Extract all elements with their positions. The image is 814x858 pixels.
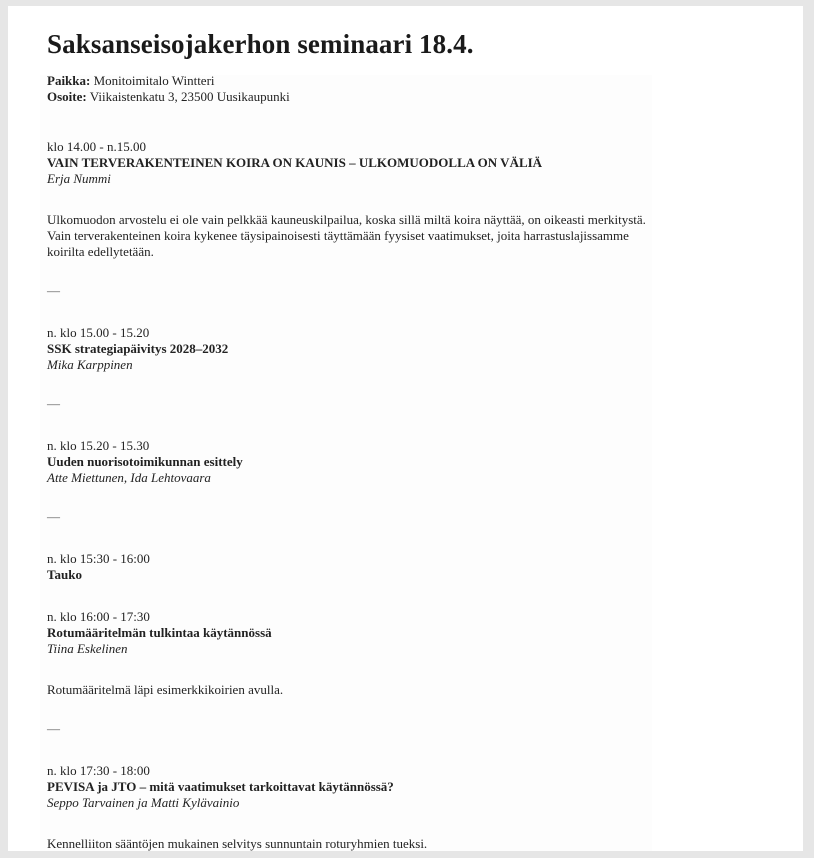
place-line xyxy=(47,73,647,89)
separator: — xyxy=(47,509,60,524)
session-speaker: Atte Miettunen, Ida Lehtovaara xyxy=(47,470,211,485)
session-item xyxy=(47,609,647,698)
session-time: n. klo 15.00 - 15.20 xyxy=(47,325,150,340)
session-item xyxy=(47,551,647,583)
place-label: Paikka: xyxy=(47,73,91,88)
document-page xyxy=(8,6,803,851)
session-speaker: Seppo Tarvainen ja Matti Kylävainio xyxy=(47,795,240,810)
session-description: Ulkomuodon arvostelu ei ole vain pelkkää kauneuskilpailua, koska sillä miltä koira näyttää, on oikeasti merkitystä. Vain terverakenteinen koira kykenee täysipainoisesti täyttämään fyysiset vaatimukset, joita harrastuslajissamme koirilta edellytetään. xyxy=(47,212,646,259)
address-label: Osoite: xyxy=(47,89,87,104)
session-item xyxy=(47,438,647,486)
session-time: n. klo 15:30 - 16:00 xyxy=(47,551,150,566)
session-speaker: Tiina Eskelinen xyxy=(47,641,128,656)
session-item xyxy=(47,763,647,851)
session-title: Rotumääritelmän tulkintaa käytännössä xyxy=(47,625,272,640)
session-speaker: Mika Karppinen xyxy=(47,357,133,372)
session-title: VAIN TERVERAKENTEINEN KOIRA ON KAUNIS – ULKOMUODOLLA ON VÄLIÄ xyxy=(47,155,543,170)
session-time: n. klo 15.20 - 15.30 xyxy=(47,438,150,453)
session-description: Rotumääritelmä läpi esimerkkikoirien avulla. xyxy=(47,682,284,697)
page-title: Saksanseisojakerhon seminaari 18.4. xyxy=(47,29,474,59)
session-time: klo 14.00 - n.15.00 xyxy=(47,139,146,154)
separator: — xyxy=(47,396,60,411)
address-value: Viikaistenkatu 3, 23500 Uusikaupunki xyxy=(89,89,290,104)
session-title: Tauko xyxy=(47,567,82,582)
session-title: Uuden nuorisotoimikunnan esittely xyxy=(47,454,243,469)
session-title: SSK strategiapäivitys 2028–2032 xyxy=(47,341,229,356)
address-line xyxy=(47,89,647,105)
session-item xyxy=(47,139,647,260)
session-description: Kennelliiton sääntöjen mukainen selvitys sunnuntain roturyhmien tueksi. xyxy=(47,836,428,851)
session-time: n. klo 17:30 - 18:00 xyxy=(47,763,150,778)
seminar-content xyxy=(47,73,647,851)
separator: — xyxy=(47,283,60,298)
session-time: n. klo 16:00 - 17:30 xyxy=(47,609,150,624)
separator: — xyxy=(47,721,60,736)
session-title: PEVISA ja JTO – mitä vaatimukset tarkoittavat käytännössä? xyxy=(47,779,394,794)
session-item xyxy=(47,325,647,373)
session-speaker: Erja Nummi xyxy=(47,171,111,186)
place-value: Monitoimitalo Wintteri xyxy=(93,73,215,88)
